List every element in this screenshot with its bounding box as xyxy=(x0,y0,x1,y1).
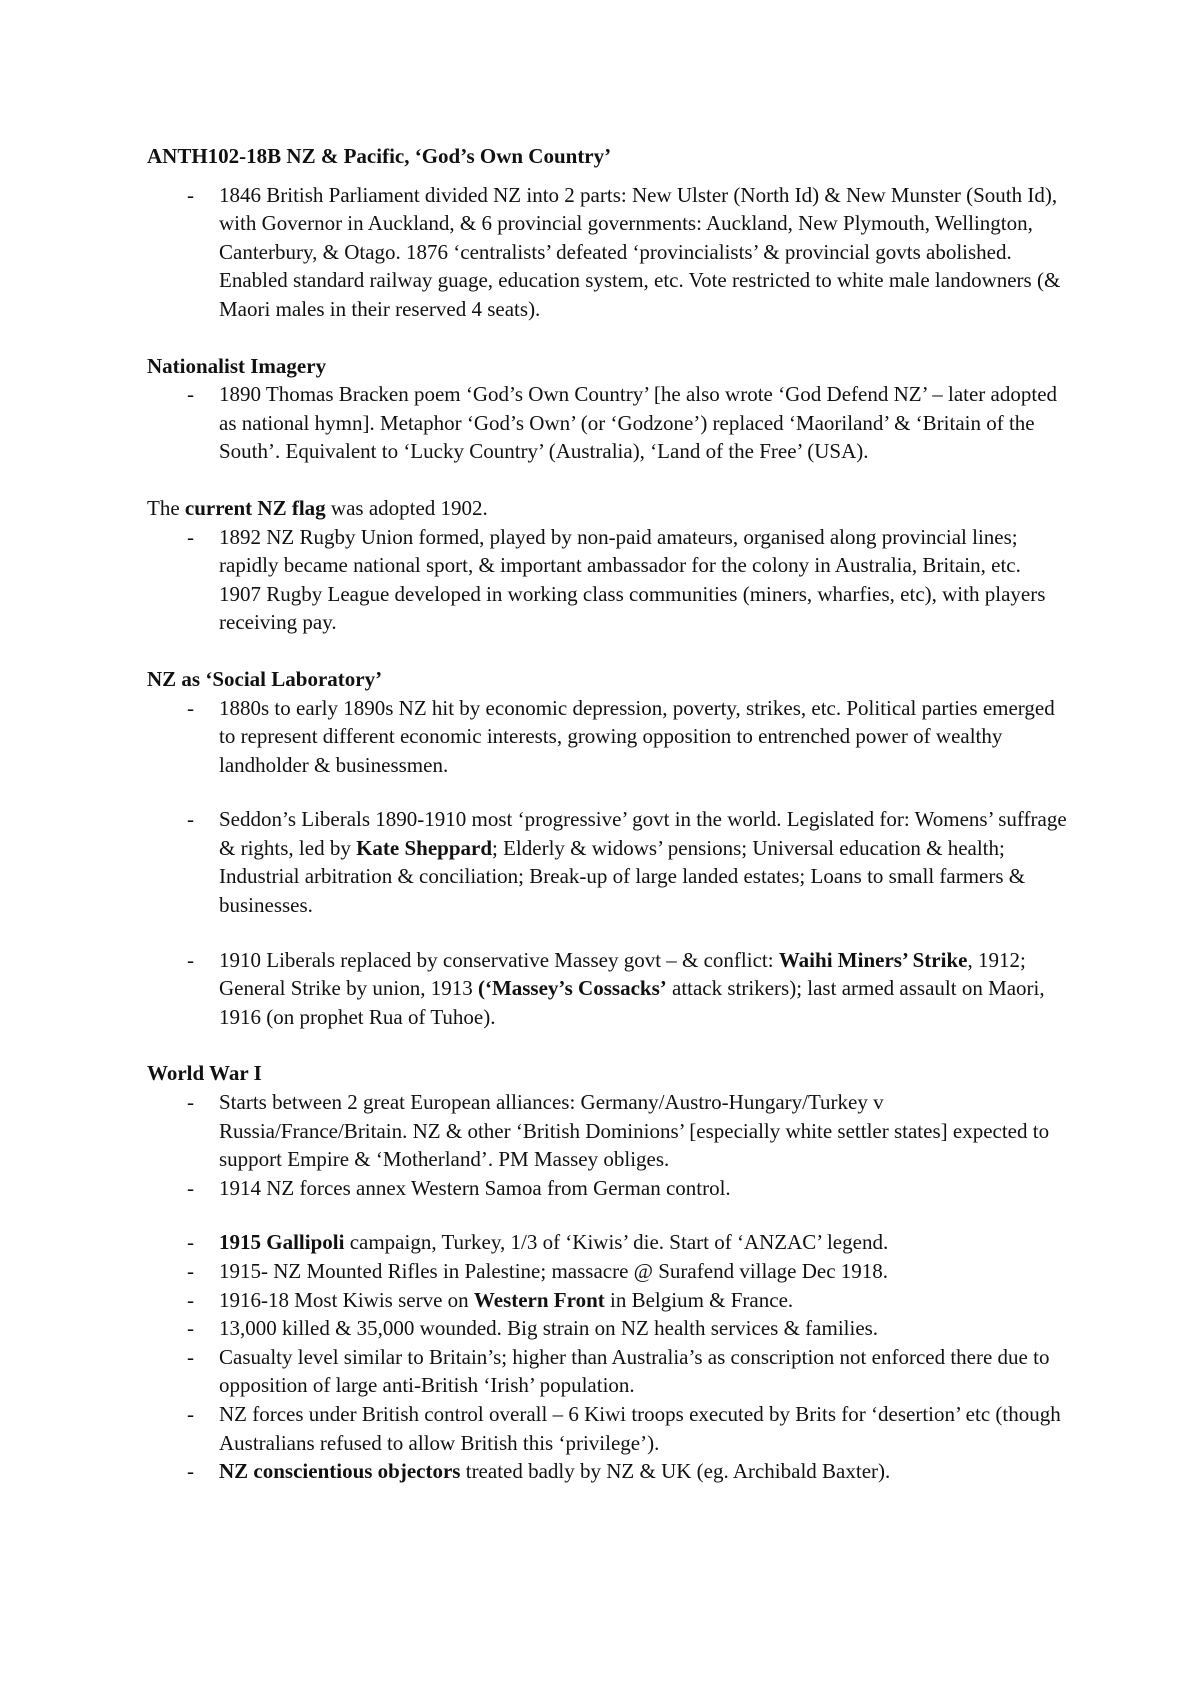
spacer xyxy=(147,1202,1067,1228)
list-item: - 1880s to early 1890s NZ hit by economic depression, poverty, strikes, etc. Political parties emerged to represent different economic interests, growing opposition to entrenched power of wealthy landholder & businessmen. xyxy=(147,694,1067,780)
social-list xyxy=(147,694,1067,780)
list-item: - 1910 Liberals replaced by conservative Massey govt – & conflict: Waihi Miners’ Strike, 1912; General Strike by union, 1913 (‘Massey’s Cossacks’ attack strikers); last armed assault on Maori, 1916 (on prophet Rua of Tuhoe). xyxy=(147,946,1067,1032)
flag-bold-text: current NZ flag xyxy=(184,495,326,520)
list-item: - NZ conscientious objectors treated badly by NZ & UK (eg. Archibald Baxter). xyxy=(147,1457,1067,1486)
list-item: - 1915 Gallipoli campaign, Turkey, 1/3 of ‘Kiwis’ die. Start of ‘ANZAC’ legend. xyxy=(147,1228,1067,1257)
list-item: - 1890 Thomas Bracken poem ‘God’s Own Country’ [he also wrote ‘God Defend NZ’ – later adopted as national hymn]. Metaphor ‘God’s Own’ (or ‘Godzone’) replaced ‘Maoriland’ & ‘Britain of the South’. Equivalent to ‘Lucky Country’ (Australia), ‘Land of the Free’ (USA). xyxy=(147,380,1067,466)
list-item: - 1846 British Parliament divided NZ into 2 parts: New Ulster (North Id) & New Munster (South Id), with Governor in Auckland, & 6 provincial governments: Auckland, New Plymouth, Wellington, Canterbury, & Otago. 1876 ‘centralists’ defeated ‘provincialists’ & provincial govts abolished. Enabled standard railway guage, education system, etc. Vote restricted to white male landowners (& Maori males in their reserved 4 seats). xyxy=(147,181,1067,324)
list-item: - 1892 NZ Rugby Union formed, played by non-paid amateurs, organised along provincial lines; rapidly became national sport, & important ambassador for the colony in Australia, Britain, etc. 1907 Rugby League developed in working class communities (miners, wharfies, etc), with players receiving pay. xyxy=(147,523,1067,637)
social-list xyxy=(147,946,1067,1032)
section-heading-nationalist: Nationalist Imagery xyxy=(147,353,327,378)
bold-place: Western Front xyxy=(473,1287,605,1312)
list-item: - Seddon’s Liberals 1890-1910 most ‘progressive’ govt in the world. Legislated for: Womens’ suffrage & rights, led by Kate Sheppard; Elderly & widows’ pensions; Universal education & health; Industrial arbitration & conciliation; Break-up of large landed estates; Loans to small farmers & businesses. xyxy=(147,805,1067,919)
spacer xyxy=(147,920,1067,946)
list-item: - 1916-18 Most Kiwis serve on Western Front in Belgium & France. xyxy=(147,1286,1067,1315)
ww1-list xyxy=(147,1228,1067,1485)
list-item: - 1914 NZ forces annex Western Samoa from German control. xyxy=(147,1174,1067,1203)
list-item: - 1915- NZ Mounted Rifles in Palestine; massacre @ Surafend village Dec 1918. xyxy=(147,1257,1067,1286)
bold-event: 1915 Gallipoli xyxy=(219,1230,345,1255)
document-page xyxy=(147,142,1067,1486)
list-item: - NZ forces under British control overall – 6 Kiwi troops executed by Brits for ‘desertion’ etc (though Australians refused to allow British this ‘privilege’). xyxy=(147,1400,1067,1457)
ww1-list xyxy=(147,1088,1067,1202)
intro-list xyxy=(147,181,1067,324)
list-item: - 13,000 killed & 35,000 wounded. Big strain on NZ health services & families. xyxy=(147,1314,1067,1343)
flag-sentence: The current NZ flag was adopted 1902. xyxy=(147,495,488,520)
bold-event: Waihi Miners’ Strike xyxy=(778,947,968,972)
section-heading-ww1: World War I xyxy=(147,1061,262,1086)
document-title: ANTH102-18B NZ & Pacific, ‘God’s Own Country’ xyxy=(147,144,612,168)
flag-list xyxy=(147,523,1067,637)
spacer xyxy=(147,466,1067,494)
spacer xyxy=(147,779,1067,805)
bold-term: NZ conscientious objectors xyxy=(219,1459,461,1484)
bold-event: (‘Massey’s Cossacks’ xyxy=(477,976,667,1001)
bold-name: Kate Sheppard xyxy=(356,835,493,860)
spacer xyxy=(147,324,1067,352)
spacer xyxy=(147,637,1067,665)
list-item: - Starts between 2 great European alliances: Germany/Austro-Hungary/Turkey v Russia/France/Britain. NZ & other ‘British Dominions’ [especially white settler states] expected to support Empire & ‘Motherland’. PM Massey obliges. xyxy=(147,1088,1067,1174)
section-heading-social: NZ as ‘Social Laboratory’ xyxy=(147,666,383,691)
nationalist-list xyxy=(147,380,1067,466)
social-list xyxy=(147,805,1067,919)
spacer xyxy=(147,1031,1067,1059)
list-item: - Casualty level similar to Britain’s; higher than Australia’s as conscription not enforced there due to opposition of large anti-British ‘Irish’ population. xyxy=(147,1343,1067,1400)
